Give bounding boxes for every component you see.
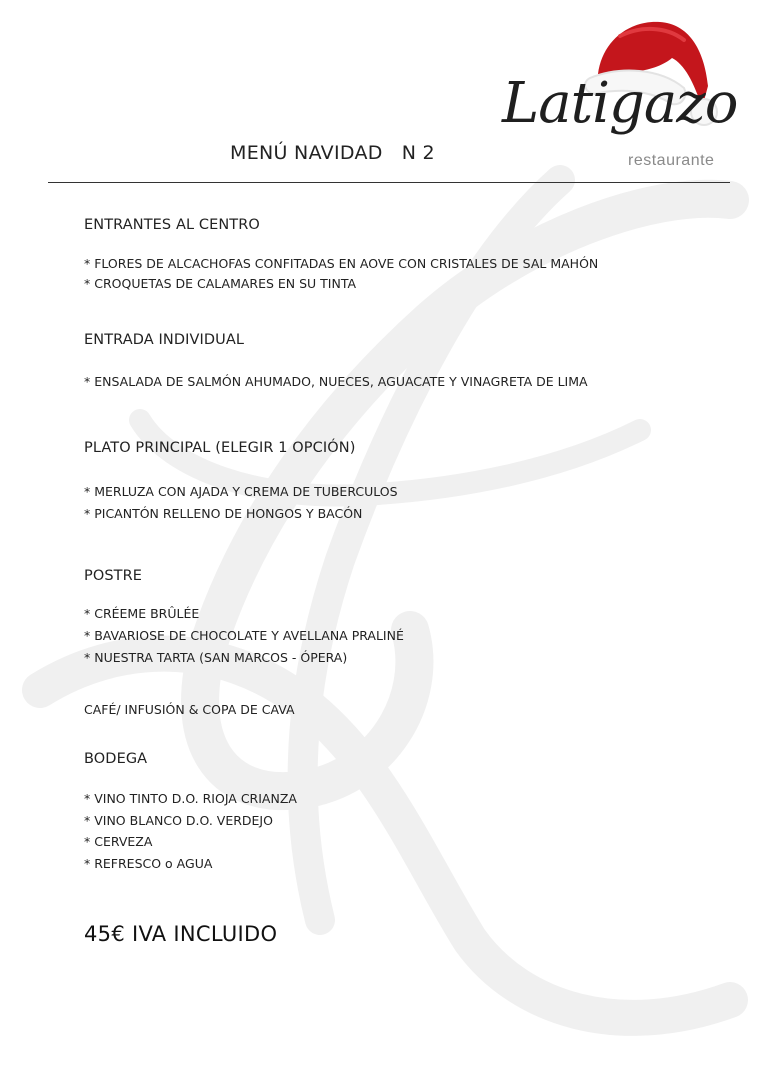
menu-item: * CRÉEME BRÛLÉE <box>84 606 200 621</box>
menu-item: * REFRESCO o AGUA <box>84 856 213 871</box>
menu-item: * VINO TINTO D.O. RIOJA CRIANZA <box>84 791 297 806</box>
menu-item: * ENSALADA DE SALMÓN AHUMADO, NUECES, AGUACATE Y VINAGRETA DE LIMA <box>84 374 588 389</box>
menu-item: * BAVARIOSE DE CHOCOLATE Y AVELLANA PRALINÉ <box>84 628 404 643</box>
cafe-line: CAFÉ/ INFUSIÓN & COPA DE CAVA <box>84 702 295 717</box>
restaurant-logo-name: Latigazo <box>502 71 738 136</box>
menu-item: * FLORES DE ALCACHOFAS CONFITADAS EN AOVE CON CRISTALES DE SAL MAHÓN <box>84 256 599 271</box>
section-heading-entrada: ENTRADA INDIVIDUAL <box>84 332 245 348</box>
header-divider <box>48 182 730 183</box>
restaurant-logo-subtitle: restaurante <box>628 152 715 169</box>
section-heading-bodega: BODEGA <box>84 751 148 767</box>
section-heading-entrantes: ENTRANTES AL CENTRO <box>84 217 260 233</box>
menu-item: * PICANTÓN RELLENO DE HONGOS Y BACÓN <box>84 506 363 521</box>
section-heading-postre: POSTRE <box>84 568 143 584</box>
menu-item: * CROQUETAS DE CALAMARES EN SU TINTA <box>84 276 357 291</box>
section-heading-principal: PLATO PRINCIPAL (ELEGIR 1 OPCIÓN) <box>84 440 356 456</box>
menu-item: * MERLUZA CON AJADA Y CREMA DE TUBERCULOS <box>84 484 398 499</box>
menu-price: 45€ IVA INCLUIDO <box>84 922 278 946</box>
menu-title: MENÚ NAVIDAD N 2 <box>230 142 435 164</box>
menu-item: * CERVEZA <box>84 834 153 849</box>
menu-item: * NUESTRA TARTA (SAN MARCOS - ÓPERA) <box>84 650 348 665</box>
menu-item: * VINO BLANCO D.O. VERDEJO <box>84 813 273 828</box>
